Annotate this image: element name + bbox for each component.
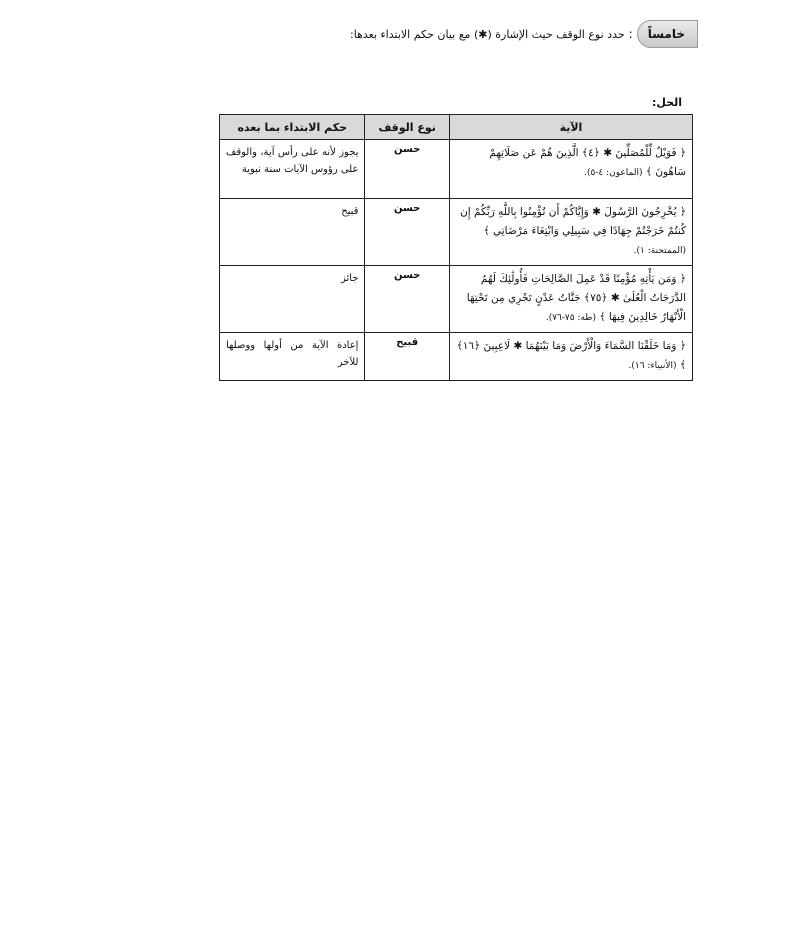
table-header-row [220, 115, 693, 140]
answer-table [219, 114, 693, 381]
ayah-text: ﴿ يُخْرِجُونَ الرَّسُولَ ✱ وَإِيَّاكُمْ أَن تُؤْمِنُوا بِاللَّهِ رَبِّكُمْ إِن كُنتُمْ خَرَجْتُمْ جِهَادًا فِي سَبِيلِي وَابْتِغَاءَ مَرْضَاتِي ﴾ [460, 206, 686, 237]
table-row [220, 199, 693, 266]
stop-type-cell: حسن [365, 266, 449, 333]
ayah-cell [449, 266, 692, 333]
section-badge: خامساً [637, 20, 698, 48]
ruling-cell: قبيح [220, 199, 365, 266]
ruling-cell: جائز [220, 266, 365, 333]
header-colon: : [628, 27, 633, 41]
table-row [220, 140, 693, 199]
ayah-cell [449, 199, 692, 266]
stop-type-cell: قبيح [365, 333, 449, 381]
header-stop-type: نوع الوقف [365, 115, 449, 140]
exercise-header [350, 20, 698, 48]
solution-label: الحل: [651, 96, 682, 109]
ayah-text: ﴿ وَمَا خَلَقْنَا السَّمَاءَ وَالْأَرْضَ وَمَا بَيْنَهُمَا ✱ لَاعِبِينَ ﴿١٦﴾ ﴾ [456, 340, 686, 371]
ayah-text: ﴿ وَمَن يَأْتِهِ مُؤْمِنًا قَدْ عَمِلَ الصَّالِحَاتِ فَأُولَٰئِكَ لَهُمُ الدَّرَجَاتُ الْعُلَىٰ ✱ ﴿٧٥﴾ جَنَّاتُ عَدْنٍ تَجْرِي مِن تَحْتِهَا الْأَنْهَارُ خَالِدِينَ فِيهَا ﴾ [466, 273, 686, 323]
ayah-reference: (طه: ٧٥-٧٦). [545, 313, 596, 323]
table-row [220, 333, 693, 381]
ruling-cell: يجوز لأنه على رأس آية، والوقف على رؤوس الآيات سنة نبوية [220, 140, 365, 199]
ruling-cell: إعادة الآية من أولها ووصلها للآخر [220, 333, 365, 381]
ayah-text: ﴿ فَوَيْلٌ لِّلْمُصَلِّينَ ✱ ﴿٤﴾ الَّذِينَ هُمْ عَن صَلَاتِهِمْ سَاهُونَ ﴾ [489, 147, 686, 178]
ayah-cell [449, 333, 692, 381]
ayah-reference: (الماعون: ٤-٥). [584, 168, 643, 178]
ayah-reference: (الممتحنة: ١). [633, 246, 686, 256]
stop-type-cell: حسن [365, 199, 449, 266]
ayah-reference: (الأنبياء: ١٦). [628, 361, 677, 371]
header-ayah: الآية [449, 115, 692, 140]
exercise-instruction: حدد نوع الوقف حيث الإشارة (✱) مع بيان حكم الابتداء بعدها: [350, 27, 625, 41]
header-ruling: حكم الابتداء بما بعده [220, 115, 365, 140]
table-row [220, 266, 693, 333]
ayah-cell [449, 140, 692, 199]
stop-type-cell: حسن [365, 140, 449, 199]
